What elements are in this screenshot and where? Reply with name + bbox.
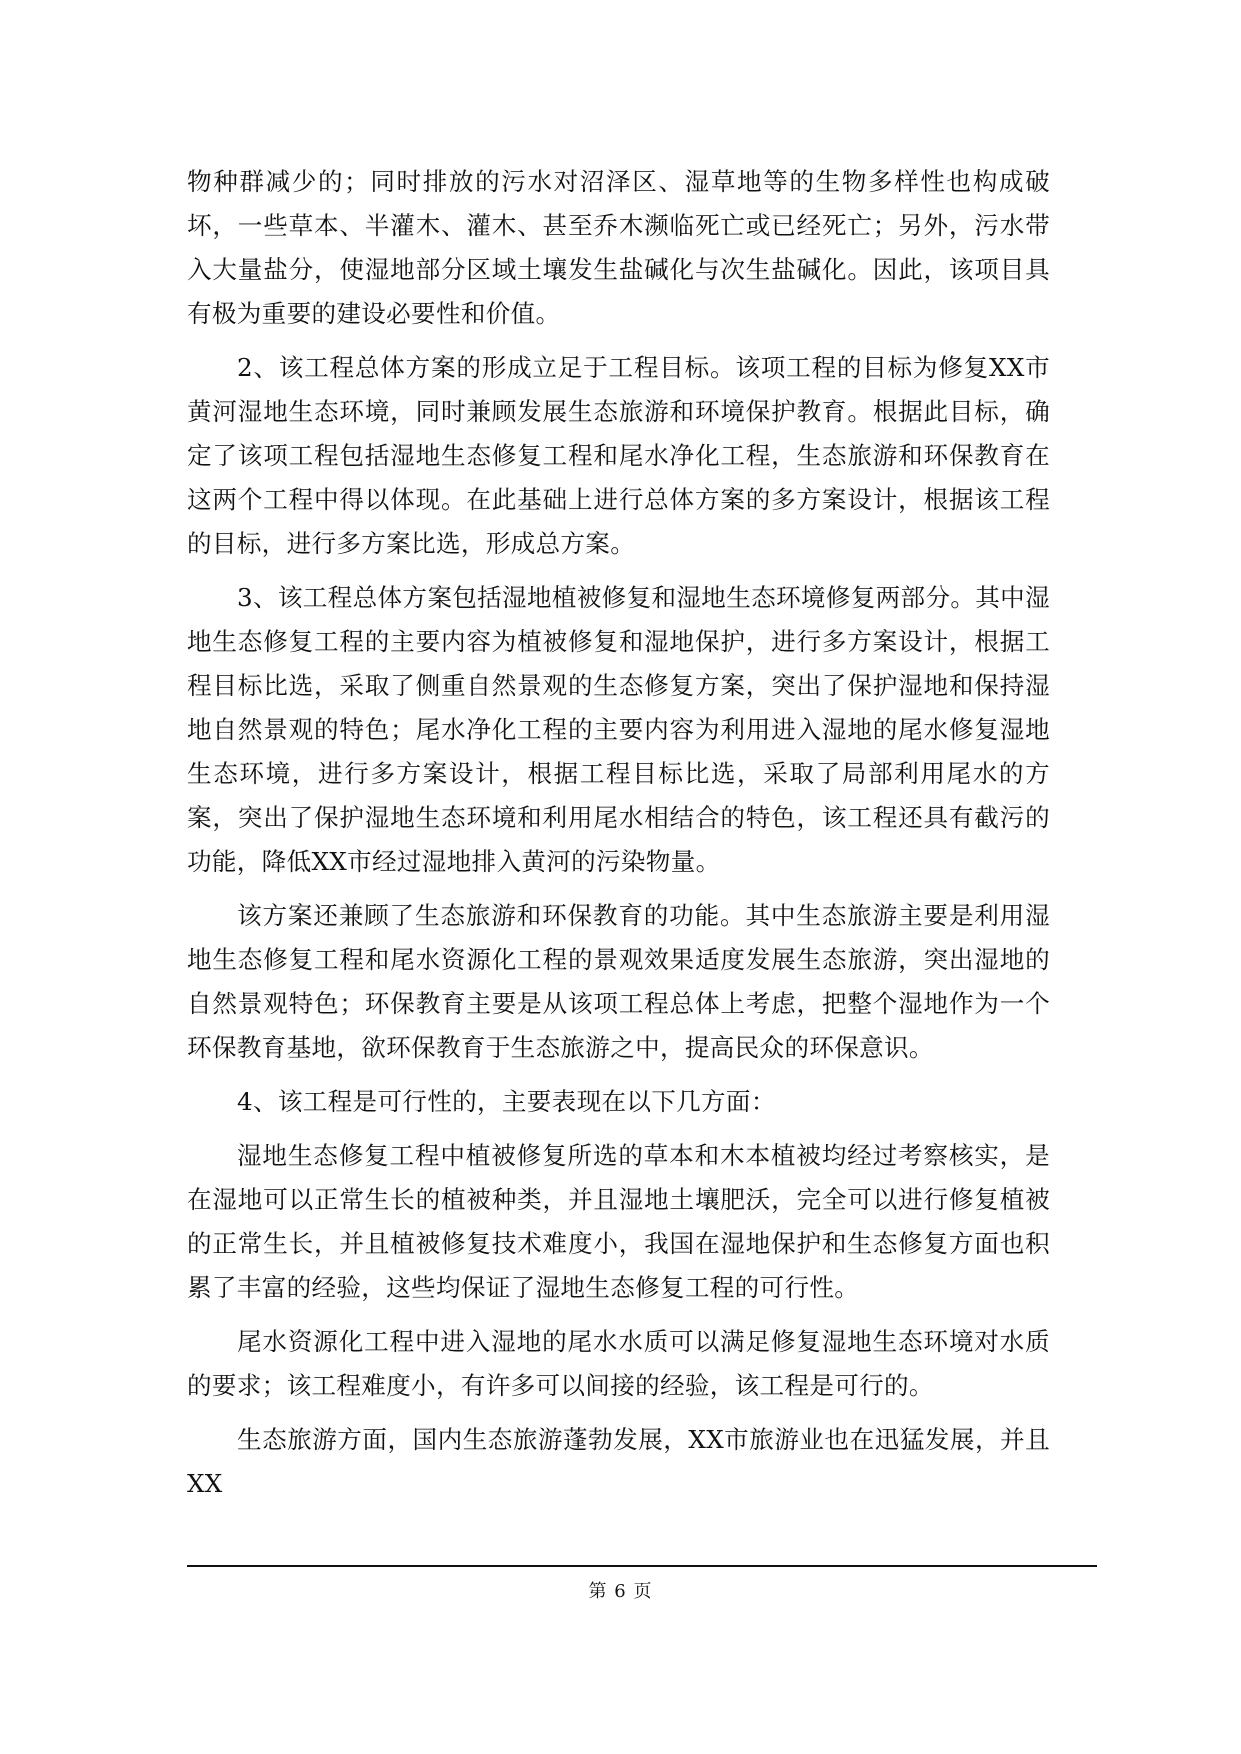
paragraph: 3、该工程总体方案包括湿地植被修复和湿地生态环境修复两部分。其中湿地生态修复工程的主要内容为植被修复和湿地保护，进行多方案设计，根据工程目标比选，采取了侧重自然景观的生态修复方案，突出了保护湿地和保持湿地自然景观的特色；尾水净化工程的主要内容为利用进入湿地的尾水修复湿地生态环境，进行多方案设计，根据工程目标比选，采取了局部利用尾水的方案，突出了保护湿地生态环境和利用尾水相结合的特色，该工程还具有截污的功能，降低XX市经过湿地排入黄河的污染物量。 [187, 583, 1050, 876]
paragraph: 该方案还兼顾了生态旅游和环保教育的功能。其中生态旅游主要是利用湿地生态修复工程和尾水资源化工程的景观效果适度发展生态旅游，突出湿地的自然景观特色；环保教育主要是从该项工程总体上考虑，把整个湿地作为一个环保教育基地，欲环保教育于生态旅游之中，提高民众的环保意识。 [187, 901, 1050, 1062]
page-number: 第 6 页 [588, 1581, 653, 1602]
paragraph: 湿地生态修复工程中植被修复所选的草本和木本植被均经过考察核实，是在湿地可以正常生长的植被种类，并且湿地土壤肥沃，完全可以进行修复植被的正常生长，并且植被修复技术难度小，我国在湿地保护和生态修复方面也积累了丰富的经验，这些均保证了湿地生态修复工程的可行性。 [187, 1141, 1050, 1302]
document-body [187, 160, 1050, 1506]
paragraph: 2、该工程总体方案的形成立足于工程目标。该项工程的目标为修复XX市黄河湿地生态环境，同时兼顾发展生态旅游和环境保护教育。根据此目标，确定了该项工程包括湿地生态修复工程和尾水净化工程，生态旅游和环保教育在这两个工程中得以体现。在此基础上进行总体方案的多方案设计，根据该工程的目标，进行多方案比选，形成总方案。 [187, 353, 1050, 558]
paragraph: 4、该工程是可行性的，主要表现在以下几方面： [237, 1087, 776, 1116]
paragraph: 尾水资源化工程中进入湿地的尾水水质可以满足修复湿地生态环境对水质的要求；该工程难度小，有许多可以间接的经验，该工程是可行的。 [187, 1327, 1050, 1400]
footer-divider [187, 1565, 1097, 1567]
paragraph: 物种群减少的；同时排放的污水对沼泽区、湿草地等的生物多样性也构成破坏，一些草本、半灌木、灌木、甚至乔木濒临死亡或已经死亡；另外，污水带入大量盐分，使湿地部分区域土壤发生盐碱化与次生盐碱化。因此，该项目具有极为重要的建设必要性和价值。 [187, 167, 1050, 328]
paragraph: 生态旅游方面，国内生态旅游蓬勃发展，XX市旅游业也在迅猛发展，并且XX [187, 1425, 1050, 1498]
